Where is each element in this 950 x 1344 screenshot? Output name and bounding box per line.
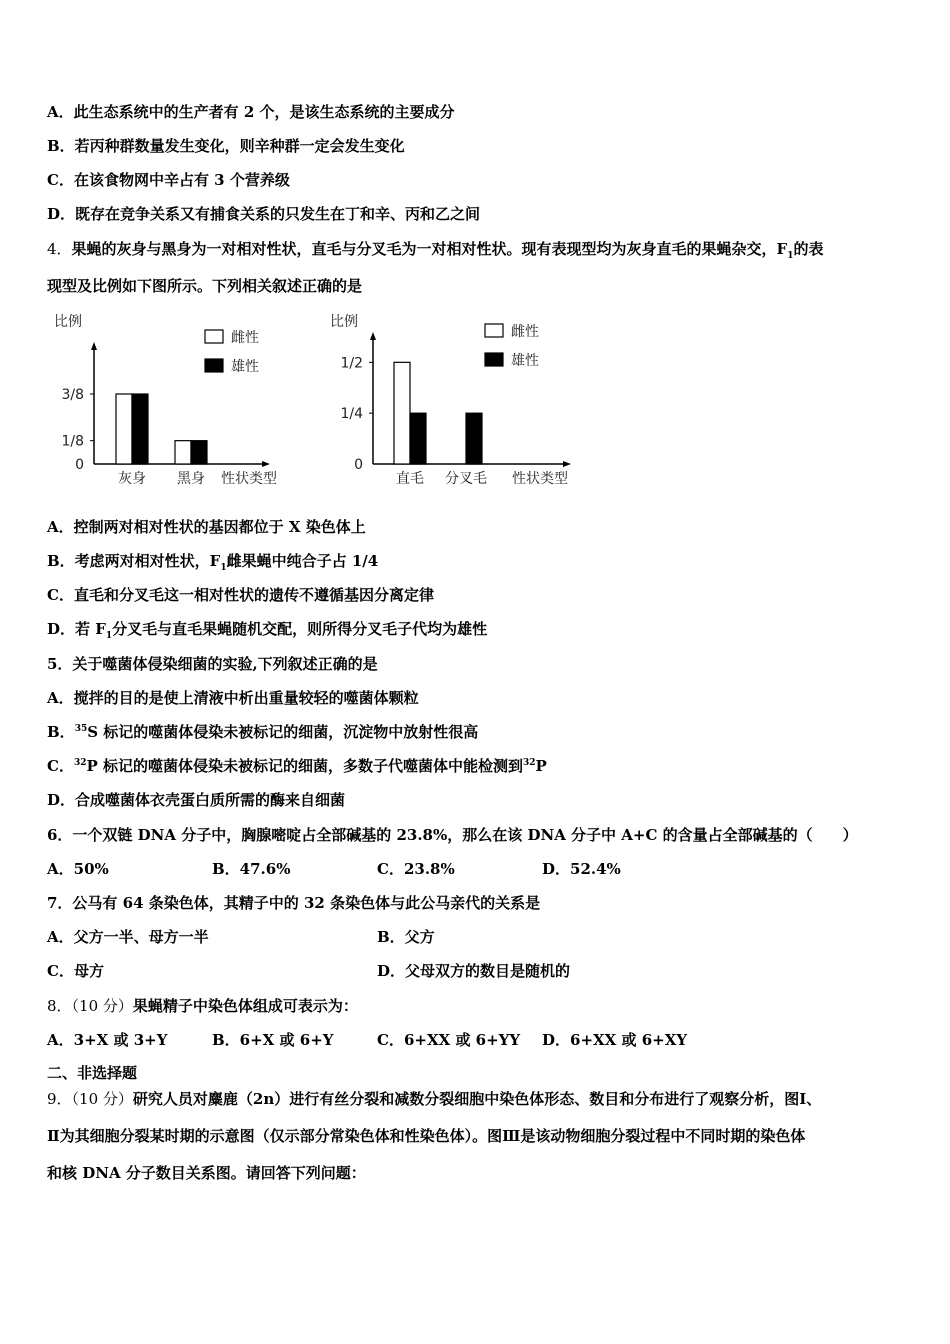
y-axis-label: 比例: [330, 314, 358, 330]
bar-male: [410, 413, 426, 464]
q7-option-b: B．父方: [377, 928, 435, 946]
legend-swatch: [485, 353, 503, 366]
q8-option-b: B．6+X 或 6+Y: [212, 1031, 334, 1049]
legend-label: 雄性: [231, 359, 259, 375]
y-axis-label: 比例: [54, 314, 82, 330]
q4-option-b: B．考虑两对相对性状，$F_1$雌果蝇中纯合子占 1/4: [47, 552, 379, 573]
x-tick-label: 分叉毛: [445, 471, 487, 487]
y-tick-label: 0: [354, 457, 363, 473]
q7-option-c: C．母方: [47, 962, 104, 980]
q3-option-d: D．既存在竞争关系又有捕食关系的只发生在丁和辛、丙和乙之间: [47, 205, 481, 223]
x-tick-label: 灰身: [118, 471, 146, 487]
y-axis-arrow: [91, 342, 97, 350]
q8-stem: 8．（10 分）果蝇精子中染色体组成可表示为：: [47, 997, 358, 1015]
q8-option-a: A．3+X 或 3+Y: [47, 1031, 168, 1049]
legend-label: 雌性: [231, 330, 259, 346]
q8-option-c: C．6+XX 或 6+YY: [377, 1031, 521, 1049]
x-axis-arrow: [262, 461, 270, 467]
y-tick-label: 1/4: [340, 406, 363, 423]
q3-option-a: A．此生态系统中的生产者有 2 个，是该生态系统的主要成分: [47, 103, 455, 121]
q6-option-d: D．52.4%: [542, 860, 621, 878]
q9-line3: 和核 DNA 分子数目关系图。请回答下列问题：: [47, 1164, 366, 1182]
x-axis-label: 性状类型: [512, 471, 568, 487]
q9-line2: Ⅱ为其细胞分裂某时期的示意图（仅示部分常染色体和性染色体）。图Ⅲ是该动物细胞分裂过程中不同时期的染色体: [47, 1127, 806, 1145]
q4-stem-line1: 4．果蝇的灰身与黑身为一对相对性状，直毛与分叉毛为一对相对性状。现有表现型均为灰身直毛的果蝇杂交，$F_1$的表: [47, 240, 824, 261]
bar-male: [191, 441, 207, 464]
legend-swatch: [485, 324, 503, 337]
x-tick-label: 黑身: [177, 471, 205, 487]
body-color-chart: [40, 305, 300, 495]
legend-label: 雌性: [511, 324, 539, 340]
x-tick-label: 直毛: [396, 471, 424, 487]
q7-option-a: A．父方一半、母方一半: [47, 928, 209, 946]
section-heading: 二、非选择题: [47, 1064, 138, 1082]
x-axis-arrow: [563, 461, 571, 467]
q4-option-a: A．控制两对相对性状的基因都位于 X 染色体上: [47, 518, 366, 536]
bar-female: [175, 441, 191, 464]
q6-stem: 6．一个双链 DNA 分子中，胸腺嘧啶占全部碱基的 23.8%，那么在该 DNA 分子中 A+C 的含量占全部碱基的（ ）: [47, 826, 858, 844]
q5-option-b: B．$^{35}$S 标记的噬菌体侵染未被标记的细菌，沉淀物中放射性很高: [47, 723, 479, 741]
q3-option-b: B．若丙种群数量发生变化，则辛种群一定会发生变化: [47, 137, 405, 155]
q9-line1: 9．（10 分）研究人员对麋鹿（2n）进行有丝分裂和减数分裂细胞中染色体形态、数目和分布进行了观察分析，图Ⅰ、: [47, 1090, 822, 1108]
q5-stem: 5．关于噬菌体侵染细菌的实验,下列叙述正确的是: [47, 655, 378, 673]
x-axis-label: 性状类型: [221, 471, 277, 487]
q4-option-d: D．若 $F_1$分叉毛与直毛果蝇随机交配，则所得分叉毛子代均为雄性: [47, 620, 488, 641]
q8-option-d: D．6+XX 或 6+XY: [542, 1031, 688, 1049]
legend-swatch: [205, 330, 223, 343]
y-tick-label: 1/2: [340, 355, 363, 372]
bar-male: [132, 394, 148, 464]
bristle-type-chart: [320, 305, 590, 495]
q7-option-d: D．父母双方的数目是随机的: [377, 962, 571, 980]
q3-option-c: C．在该食物网中辛占有 3 个营养级: [47, 171, 290, 189]
q4-option-c: C．直毛和分叉毛这一相对性状的遗传不遵循基因分离定律: [47, 586, 434, 604]
q6-option-c: C．23.8%: [377, 860, 455, 878]
legend-swatch: [205, 359, 223, 372]
q4-stem-line2: 现型及比例如下图所示。下列相关叙述正确的是: [47, 277, 363, 295]
y-axis-arrow: [370, 332, 376, 340]
q4-number: 4．: [47, 240, 72, 258]
bar-female: [116, 394, 132, 464]
q6-option-b: B．47.6%: [212, 860, 291, 878]
q5-option-c: C．$^{32}$P 标记的噬菌体侵染未被标记的细菌，多数子代噬菌体中能检测到$^{32}$P: [47, 757, 547, 775]
y-tick-label: 0: [75, 457, 84, 473]
bar-female: [394, 362, 410, 464]
y-tick-label: 1/8: [61, 433, 84, 450]
bar-male: [466, 413, 482, 464]
legend-label: 雄性: [511, 353, 539, 369]
q6-option-a: A．50%: [47, 860, 109, 878]
y-tick-label: 3/8: [61, 387, 84, 403]
q7-stem: 7．公马有 64 条染色体，其精子中的 32 条染色体与此公马亲代的关系是: [47, 894, 541, 912]
q5-option-a: A．搅拌的目的是使上清液中析出重量较轻的噬菌体颗粒: [47, 689, 419, 707]
q5-option-d: D．合成噬菌体衣壳蛋白质所需的酶来自细菌: [47, 791, 346, 809]
